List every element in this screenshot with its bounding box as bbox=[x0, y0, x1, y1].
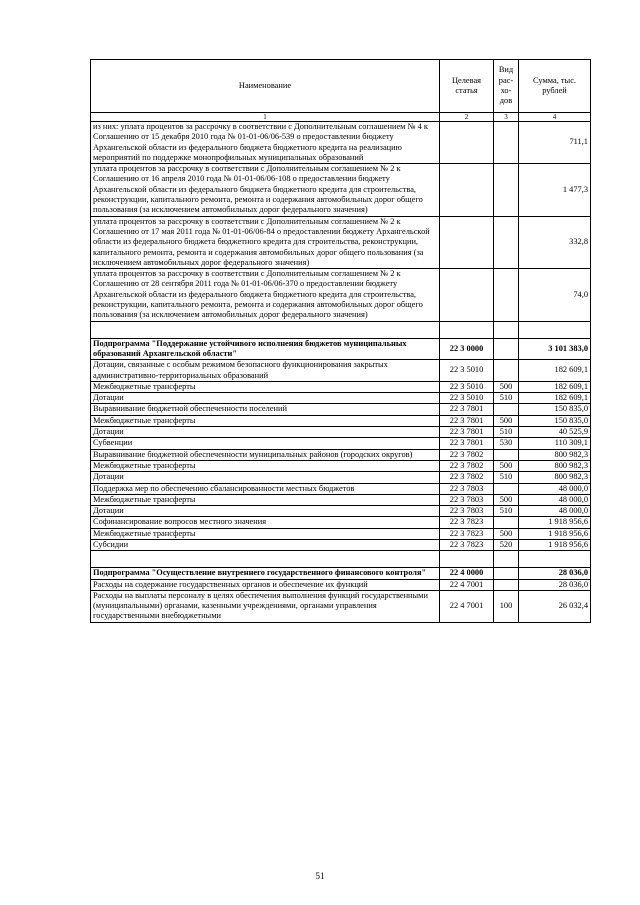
amount-cell: 182 609,1 bbox=[519, 393, 591, 404]
article-cell: 22 4 7001 bbox=[440, 579, 494, 590]
column-number-row bbox=[91, 113, 591, 122]
empty-cell bbox=[440, 321, 494, 338]
empty-cell bbox=[494, 551, 519, 568]
name-cell: Межбюджетные трансферты bbox=[91, 494, 440, 505]
amount-cell: 332,8 bbox=[519, 216, 591, 268]
type-cell bbox=[494, 360, 519, 382]
type-cell: 100 bbox=[494, 590, 519, 622]
amount-cell: 28 036,0 bbox=[519, 568, 591, 579]
amount-cell: 40 525,9 bbox=[519, 427, 591, 438]
type-cell: 500 bbox=[494, 415, 519, 426]
article-cell: 22 3 7803 bbox=[440, 506, 494, 517]
type-cell bbox=[494, 269, 519, 321]
empty-cell bbox=[494, 321, 519, 338]
amount-cell: 48 000,0 bbox=[519, 483, 591, 494]
name-cell: Дотации bbox=[91, 427, 440, 438]
amount-cell: 800 982,3 bbox=[519, 449, 591, 460]
subprogram-row bbox=[91, 568, 591, 579]
table-row bbox=[91, 122, 591, 164]
column-number-2: 2 bbox=[440, 113, 494, 122]
table-row bbox=[91, 164, 591, 216]
spacer-row bbox=[91, 321, 591, 338]
article-cell: 22 3 5010 bbox=[440, 393, 494, 404]
table-row bbox=[91, 579, 591, 590]
amount-cell: 150 835,0 bbox=[519, 404, 591, 415]
type-cell: 520 bbox=[494, 539, 519, 550]
name-cell: из них: уплата процентов за рассрочку в соответствии с Дополнительным соглашением № 4 к Соглашению от 15 декабря 2010 года № 01-01-06/06-539 о предоставлении бюджету Архангельской области из федерального бюджета бюджетного кредита на реализацию мероприятий по поддержке монопрофильных муниципальных образований bbox=[91, 122, 440, 164]
type-cell: 530 bbox=[494, 438, 519, 449]
amount-cell: 1 918 956,6 bbox=[519, 528, 591, 539]
column-number-4: 4 bbox=[519, 113, 591, 122]
article-cell: 22 3 7803 bbox=[440, 494, 494, 505]
amount-cell: 110 309,1 bbox=[519, 438, 591, 449]
type-cell: 510 bbox=[494, 472, 519, 483]
spacer-row bbox=[91, 551, 591, 568]
table-header-row bbox=[91, 60, 591, 113]
empty-cell bbox=[519, 551, 591, 568]
article-cell: 22 3 7801 bbox=[440, 427, 494, 438]
amount-cell: 800 982,3 bbox=[519, 472, 591, 483]
article-cell: 22 3 7802 bbox=[440, 472, 494, 483]
column-number-1: 1 bbox=[91, 113, 440, 122]
type-cell bbox=[494, 517, 519, 528]
type-cell bbox=[494, 338, 519, 360]
name-cell: Межбюджетные трансферты bbox=[91, 381, 440, 392]
table-row bbox=[91, 483, 591, 494]
header-name: Наименование bbox=[91, 60, 440, 113]
article-cell: 22 3 7802 bbox=[440, 449, 494, 460]
article-cell: 22 4 7001 bbox=[440, 590, 494, 622]
name-cell: Межбюджетные трансферты bbox=[91, 460, 440, 471]
amount-cell: 48 000,0 bbox=[519, 506, 591, 517]
table-row bbox=[91, 539, 591, 550]
article-cell: 22 3 7823 bbox=[440, 517, 494, 528]
name-cell: Софинансирование вопросов местного значения bbox=[91, 517, 440, 528]
empty-cell bbox=[519, 321, 591, 338]
table-row bbox=[91, 460, 591, 471]
name-cell: Подпрограмма "Осуществление внутреннего государственного финансового контроля" bbox=[91, 568, 440, 579]
table-row bbox=[91, 381, 591, 392]
type-cell bbox=[494, 216, 519, 268]
name-cell: Расходы на выплаты персоналу в целях обеспечения выполнения функций государственными (муниципальными) органами, казенными учреждениями, органами управления государственными внебюджетными bbox=[91, 590, 440, 622]
amount-cell: 800 982,3 bbox=[519, 460, 591, 471]
name-cell: Дотации bbox=[91, 472, 440, 483]
article-cell: 22 3 7801 bbox=[440, 404, 494, 415]
subprogram-row bbox=[91, 338, 591, 360]
article-cell: 22 3 5010 bbox=[440, 381, 494, 392]
name-cell: Дотации, связанные с особым режимом безопасного функционирования закрытых административно-территориальных образований bbox=[91, 360, 440, 382]
table-row bbox=[91, 404, 591, 415]
name-cell: Субсидии bbox=[91, 539, 440, 550]
name-cell: Выравнивание бюджетной обеспеченности поселений bbox=[91, 404, 440, 415]
table-row bbox=[91, 360, 591, 382]
article-cell bbox=[440, 269, 494, 321]
article-cell: 22 3 7823 bbox=[440, 528, 494, 539]
type-cell bbox=[494, 404, 519, 415]
amount-cell: 1 477,3 bbox=[519, 164, 591, 216]
amount-cell: 711,1 bbox=[519, 122, 591, 164]
type-cell: 510 bbox=[494, 506, 519, 517]
empty-cell bbox=[91, 321, 440, 338]
article-cell bbox=[440, 216, 494, 268]
table-row bbox=[91, 216, 591, 268]
amount-cell: 3 101 383,0 bbox=[519, 338, 591, 360]
name-cell: Межбюджетные трансферты bbox=[91, 528, 440, 539]
table-row bbox=[91, 415, 591, 426]
article-cell: 22 3 7802 bbox=[440, 460, 494, 471]
name-cell: Межбюджетные трансферты bbox=[91, 415, 440, 426]
amount-cell: 1 918 956,6 bbox=[519, 539, 591, 550]
amount-cell: 182 609,1 bbox=[519, 381, 591, 392]
table-row bbox=[91, 427, 591, 438]
article-cell: 22 3 7823 bbox=[440, 539, 494, 550]
type-cell: 500 bbox=[494, 381, 519, 392]
name-cell: Дотации bbox=[91, 393, 440, 404]
article-cell: 22 3 0000 bbox=[440, 338, 494, 360]
table-row bbox=[91, 438, 591, 449]
table-row bbox=[91, 472, 591, 483]
type-cell bbox=[494, 122, 519, 164]
table-row bbox=[91, 506, 591, 517]
article-cell bbox=[440, 122, 494, 164]
type-cell: 500 bbox=[494, 460, 519, 471]
name-cell: Выравнивание бюджетной обеспеченности муниципальных районов (городских округов) bbox=[91, 449, 440, 460]
article-cell: 22 3 7801 bbox=[440, 415, 494, 426]
table-row bbox=[91, 269, 591, 321]
table-row bbox=[91, 590, 591, 622]
type-cell: 510 bbox=[494, 427, 519, 438]
type-cell: 500 bbox=[494, 528, 519, 539]
article-cell: 22 3 7801 bbox=[440, 438, 494, 449]
name-cell: уплата процентов за рассрочку в соответствии с Дополнительным соглашением № 2 к Соглашению от 28 сентября 2011 года № 01-01-06/06-370 о предоставлении бюджету Архангельской области из федерального бюджета бюджетного кредита для строительства, реконструкции, капитального ремонта, ремонта и содержания автомобильных дорог общего пользования (за исключением автомобильных дорог федерального значения) bbox=[91, 269, 440, 321]
column-number-3: 3 bbox=[494, 113, 519, 122]
amount-cell: 182 609,1 bbox=[519, 360, 591, 382]
amount-cell: 150 835,0 bbox=[519, 415, 591, 426]
budget-table bbox=[90, 59, 591, 623]
type-cell bbox=[494, 483, 519, 494]
amount-cell: 48 000,0 bbox=[519, 494, 591, 505]
header-type: Вид рас- хо- дов bbox=[494, 60, 519, 113]
amount-cell: 26 032,4 bbox=[519, 590, 591, 622]
header-amount: Сумма, тыс. рублей bbox=[519, 60, 591, 113]
amount-cell: 28 036,0 bbox=[519, 579, 591, 590]
name-cell: Дотации bbox=[91, 506, 440, 517]
name-cell: Расходы на содержание государственных органов и обеспечение их функций bbox=[91, 579, 440, 590]
type-cell: 510 bbox=[494, 393, 519, 404]
amount-cell: 1 918 956,6 bbox=[519, 517, 591, 528]
type-cell: 500 bbox=[494, 494, 519, 505]
table-row bbox=[91, 393, 591, 404]
type-cell bbox=[494, 579, 519, 590]
table-row bbox=[91, 528, 591, 539]
name-cell: Субвенции bbox=[91, 438, 440, 449]
empty-cell bbox=[440, 551, 494, 568]
table-row bbox=[91, 517, 591, 528]
table-row bbox=[91, 494, 591, 505]
name-cell: Подпрограмма "Поддержание устойчивого исполнения бюджетов муниципальных образований Архангельской области" bbox=[91, 338, 440, 360]
amount-cell: 74,0 bbox=[519, 269, 591, 321]
type-cell bbox=[494, 449, 519, 460]
name-cell: уплата процентов за рассрочку в соответствии с Дополнительным соглашением № 2 к Соглашению от 17 мая 2011 года № 01-01-06/06-84 о предоставлении бюджету Архангельской области из федерального бюджета бюджетного кредита для строительства, реконструкции, капитального ремонта, ремонта и содержания автомобильных дорог общего пользования (за исключением автомобильных дорог федерального значения) bbox=[91, 216, 440, 268]
table-row bbox=[91, 449, 591, 460]
name-cell: уплата процентов за рассрочку в соответствии с Дополнительным соглашением № 2 к Соглашению от 16 апреля 2010 года № 01-01-06/06-108 о предоставлении бюджету Архангельской области из федерального бюджета бюджетного кредита для строительства, реконструкции, капитального ремонта, ремонта и содержания автомобильных дорог общего пользования (за исключением автомобильных дорог федерального значения) bbox=[91, 164, 440, 216]
article-cell: 22 3 7803 bbox=[440, 483, 494, 494]
article-cell: 22 4 0000 bbox=[440, 568, 494, 579]
article-cell bbox=[440, 164, 494, 216]
type-cell bbox=[494, 164, 519, 216]
header-article: Целевая статья bbox=[440, 60, 494, 113]
name-cell: Поддержка мер по обеспечению сбалансированности местных бюджетов bbox=[91, 483, 440, 494]
article-cell: 22 3 5010 bbox=[440, 360, 494, 382]
empty-cell bbox=[91, 551, 440, 568]
table-body bbox=[91, 122, 591, 623]
type-cell bbox=[494, 568, 519, 579]
page-number: 51 bbox=[315, 871, 325, 881]
